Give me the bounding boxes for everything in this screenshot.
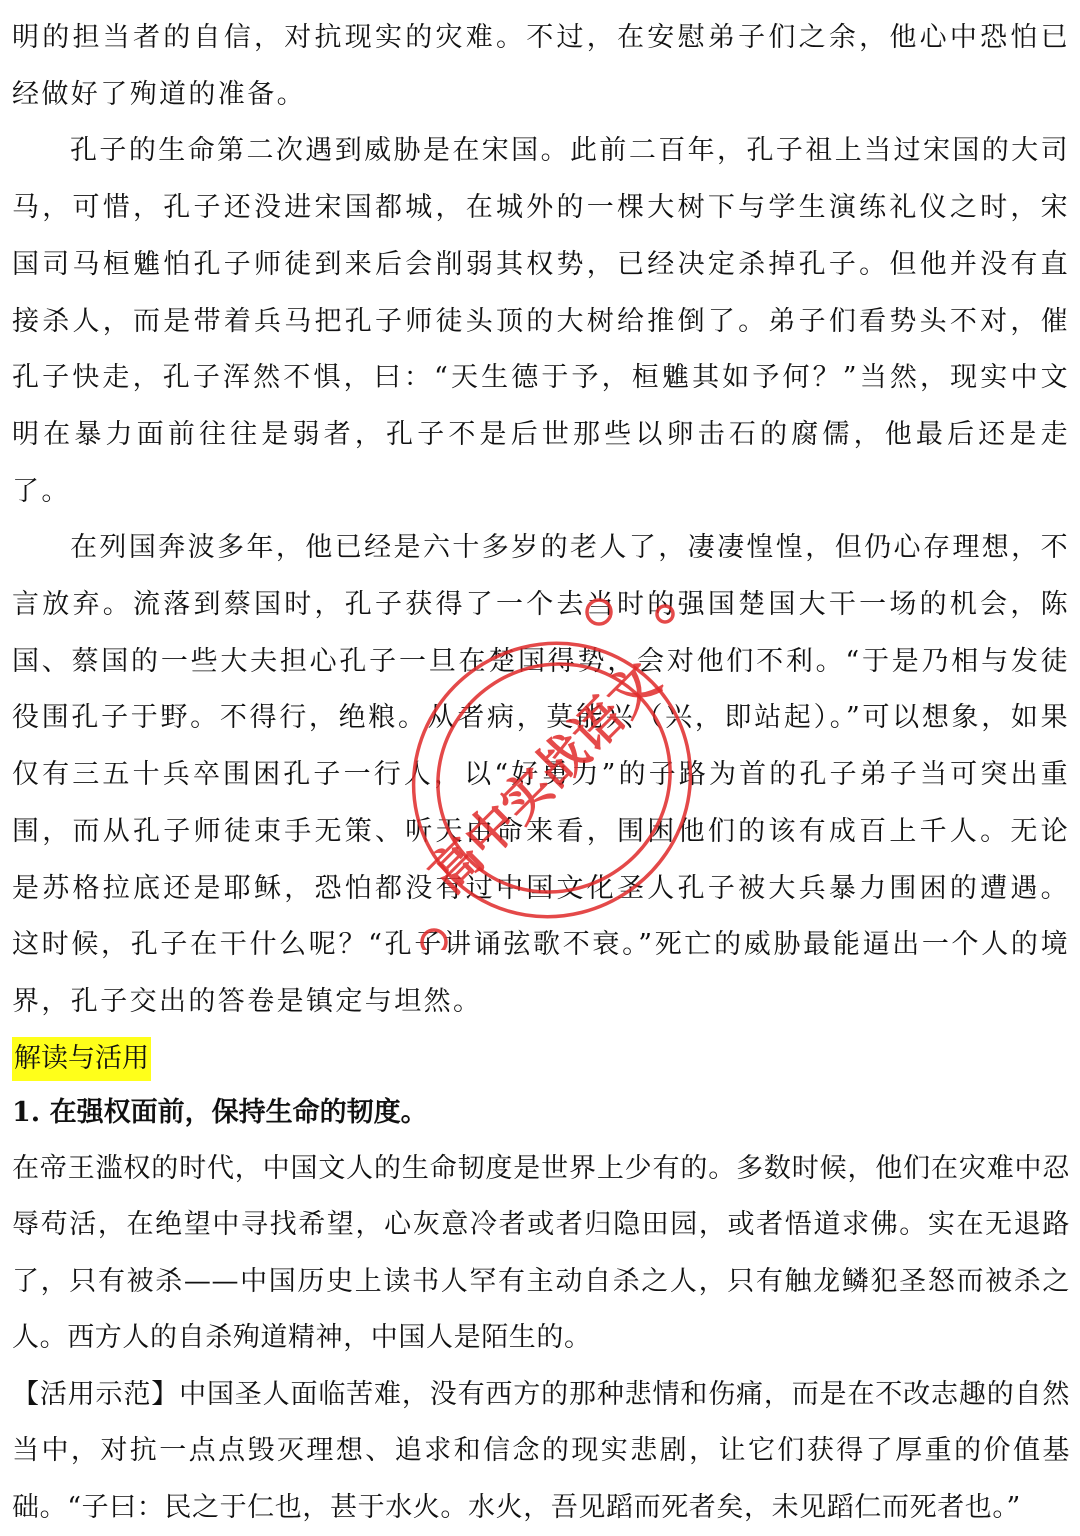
document-page (12, 10, 1070, 1536)
section-heading: 1. 在强权面前，保持生命的韧度。 (12, 1096, 428, 1128)
watermark-text: 高中实战语文 (418, 651, 672, 905)
section-paragraph-2: 【活用示范】中国圣人面临苦难，没有西方的那种悲情和伤痛，而是在不改志趣的自然当中，对抗一点点毁灭理想、追求和信念的现实悲剧，让它们获得了厚重的价值基础。“子曰：民之于仁也，甚于水火。水火，吾见蹈而死者矣，未见蹈仁而死者也。” (12, 1378, 1070, 1523)
article-paragraph-3: 在列国奔波多年，他已经是六十多岁的老人了，凄凄惶惶，但仍心存理想，不言放弃。流落到蔡国时，孔子获得了一个去当时的强国楚国大干一场的机会，陈国、蔡国的一些大夫担心孔子一旦在楚国得势，会对他们不利。“于是乃相与发徒役围孔子于野。不得行，绝粮。从者病，莫能兴（兴，即站起）。”可以想象，如果仅有三五十兵卒围困孔子一行人，以“好勇力”的子路为首的孔子弟子当可突出重围，而从孔子师徒束手无策、听天由命来看，围困他们的该有成百上千人。无论是苏格拉底还是耶稣，恐怕都没有过中国文化圣人孔子被大兵暴力围困的遭遇。这时候，孔子在干什么呢？“孔子讲诵弦歌不衰。”死亡的威胁最能逼出一个人的境界，孔子交出的答卷是镇定与坦然。 (12, 532, 1070, 1017)
article-paragraph-1: 明的担当者的自信，对抗现实的灾难。不过，在安慰弟子们之余，他心中恐怕已经做好了殉道的准备。 (12, 22, 1070, 110)
article-paragraph-2: 孔子的生命第二次遇到威胁是在宋国。此前二百年，孔子祖上当过宋国的大司马，可惜，孔子还没进宋国都城，在城外的一棵大树下与学生演练礼仪之时，宋国司马桓魋怕孔子师徒到来后会削弱其权势，已经决定杀掉孔子。但他并没有直接杀人，而是带着兵马把孔子师徒头顶的大树给推倒了。弟子们看势头不对，催孔子快走，孔子浑然不惧，曰：“天生德于予，桓魋其如予何？”当然，现实中文明在暴力面前往往是弱者，孔子不是后世那些以卵击石的腐儒，他最后还是走了。 (12, 135, 1070, 507)
section-tag-highlight: 解读与活用 (12, 1037, 151, 1081)
section-paragraph-1: 在帝王滥权的时代，中国文人的生命韧度是世界上少有的。多数时候，他们在灾难中忍辱苟活，在绝望中寻找希望，心灰意冷者或者归隐田园，或者悟道求佛。实在无退路了，只有被杀——中国历史上读书人罕有主动自杀之人，只有触龙鳞犯圣怒而被杀之人。西方人的自杀殉道精神，中国人是陌生的。 (12, 1152, 1070, 1354)
